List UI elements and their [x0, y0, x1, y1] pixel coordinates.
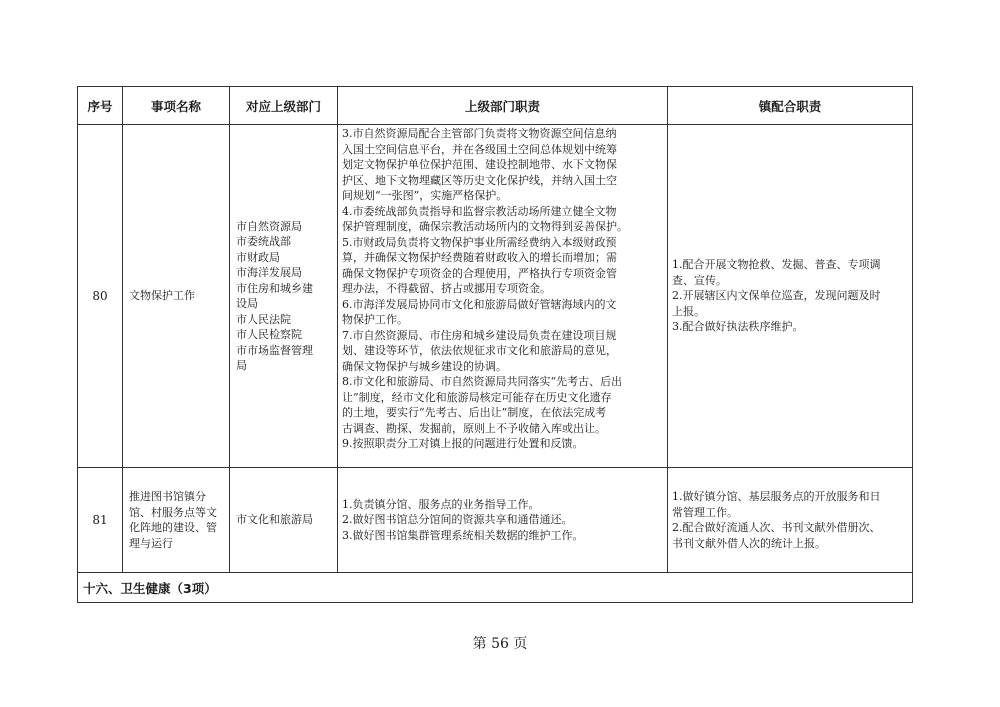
dept-duties [338, 468, 668, 573]
text-line: 1.配合开展文物抢救、发掘、普查、专项调 [672, 258, 881, 272]
text-line: 馆、村服务点等文 [129, 505, 217, 519]
text-line: 市自然资源局 [236, 219, 302, 233]
text-line: 古调查、勘探、发掘前，原则上不予收储入库或出让。 [342, 421, 606, 435]
text-line: 确保文物保护与城乡建设的协调。 [342, 359, 507, 373]
item-name [123, 125, 230, 468]
text-line: 市海洋发展局 [236, 266, 302, 279]
text-line: 书刊文献外借人次的统计上报。 [672, 536, 826, 550]
header-number: 序号 [78, 87, 123, 125]
text-line: 3.市自然资源局配合主管部门负责将文物资源空间信息纳 [342, 127, 617, 140]
header-item-name: 事项名称 [123, 87, 230, 125]
text-line: 常管理工作。 [672, 505, 738, 519]
item-name [123, 468, 230, 573]
text-line: 市人民检察院 [236, 328, 302, 341]
header-row [78, 87, 913, 125]
text-line: 市财政局 [236, 250, 280, 264]
text-line: 市住房和城乡建 [236, 281, 313, 295]
text-line: 理办法，不得截留、挤占或挪用专项资金。 [342, 282, 551, 295]
text-line: 让”制度，经市文化和旅游局核定可能存在历史文化遗存 [342, 390, 612, 404]
text-line: 推进图书馆镇分 [129, 490, 206, 503]
text-line: 2.做好图书馆总分馆间的资源共享和通借通还。 [342, 513, 573, 527]
text-line: 文物保护工作 [129, 289, 195, 303]
text-line: 6.市海洋发展局协同市文化和旅游局做好管辖海域内的文 [342, 297, 617, 311]
department-list [230, 125, 338, 468]
header-department: 对应上级部门 [230, 87, 338, 125]
row-number: 81 [78, 468, 123, 573]
text-line: 划、建设等环节，依法依规征求市文化和旅游局的意见， [342, 344, 617, 357]
text-line: 算，并确保文物保护经费随着财政收入的增长而增加；需 [342, 251, 617, 264]
text-line: 理与运行 [129, 536, 173, 550]
text-line: 1.做好镇分馆、基层服务点的开放服务和日 [672, 490, 881, 503]
text-line: 2.配合做好流通人次、书刊文献外借册次、 [672, 521, 881, 534]
dept-duties [338, 125, 668, 468]
table-row [78, 468, 913, 573]
page-number: 第 56 页 [472, 636, 528, 652]
text-line: 划定文物保护单位保护范围、建设控制地带、水下文物保 [342, 158, 617, 171]
text-line: 市人民法院 [236, 312, 291, 326]
text-line: 化阵地的建设、管 [129, 521, 217, 534]
town-duties [668, 468, 913, 573]
text-line: 3.做好图书馆集群管理系统相关数据的维护工作。 [342, 528, 584, 542]
text-line: 市文化和旅游局 [236, 513, 313, 527]
text-line: 1.负责镇分馆、服务点的业务指导工作。 [342, 497, 540, 511]
text-line: 的土地，要实行“先考古、后出让”制度，在依法完成考 [342, 406, 607, 419]
text-line: 上报。 [672, 304, 705, 318]
table-row [78, 125, 913, 468]
town-duties [668, 125, 913, 468]
text-line: 确保文物保护专项资金的合理使用，严格执行专项资金管 [342, 266, 617, 280]
text-line: 市市场监督管理 [236, 343, 313, 357]
text-line: 5.市财政局负责将文物保护事业所需经费纳入本级财政预 [342, 235, 617, 249]
text-line: 间规划“一张图”，实施严格保护。 [342, 189, 508, 202]
row-number: 80 [78, 125, 123, 468]
section-row [78, 573, 913, 603]
text-line: 入国土空间信息平台，并在各级国土空间总体规划中统筹 [342, 142, 617, 156]
text-line: 市委统战部 [236, 235, 291, 248]
text-line: 物保护工作。 [342, 313, 408, 326]
text-line: 查、宣传。 [672, 273, 727, 287]
text-line: 3.配合做好执法秩序维护。 [672, 320, 804, 334]
text-line: 4.市委统战部负责指导和监督宗教活动场所建立健全文物 [342, 204, 617, 218]
header-dept-duties: 上级部门职责 [338, 87, 668, 125]
responsibility-table [77, 86, 913, 603]
text-line: 保护管理制度，确保宗教活动场所内的文物得到妥善保护。 [342, 220, 628, 233]
text-line: 设局 [236, 297, 258, 310]
text-line: 8.市文化和旅游局、市自然资源局共同落实“先考古、后出 [342, 375, 623, 388]
text-line: 护区、地下文物埋藏区等历史文化保护线，并纳入国土空 [342, 173, 617, 187]
text-line: 9.按照职责分工对镇上报的问题进行处置和反馈。 [342, 437, 584, 450]
header-town-duties: 镇配合职责 [668, 87, 913, 125]
text-line: 7.市自然资源局、市住房和城乡建设局负责在建设项目规 [342, 328, 617, 342]
section-title: 十六、卫生健康（3项） [78, 573, 913, 603]
text-line: 2.开展辖区内文保单位巡查，发现问题及时 [672, 289, 881, 303]
text-line: 局 [236, 359, 247, 372]
department-list [230, 468, 338, 573]
